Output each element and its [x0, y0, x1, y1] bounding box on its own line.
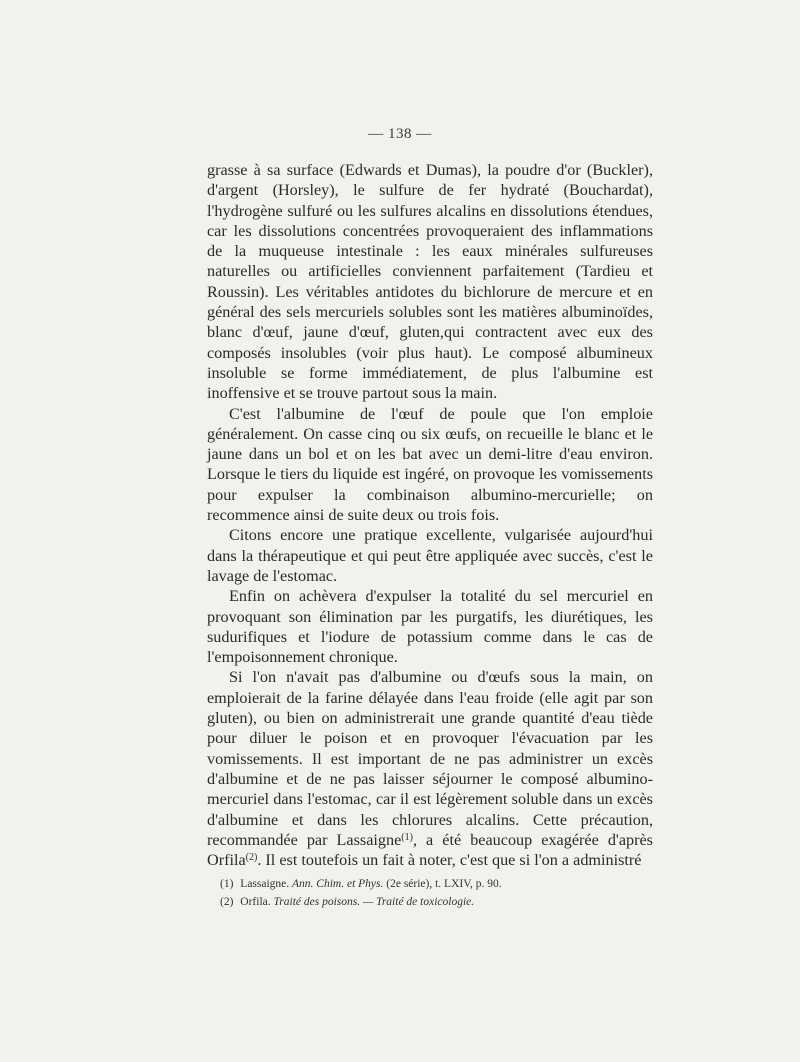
- body-text: [207, 160, 653, 870]
- footnote-1-title: Ann. Chim. et Phys.: [292, 878, 384, 890]
- footnote-2-title: Traité des poisons. — Traité de toxicologie.: [273, 896, 475, 908]
- paragraph-albumine: C'est l'albumine de l'œuf de poule que l'on emploie généralement. On casse cinq ou six œufs, on recueille le blanc et le jaune dans un bol et on les bat avec un demi-litre d'eau environ. Lorsque le tiers du liquide est ingéré, on provoque les vomissements pour expulser la combinaison albumino-mercurielle; on recommence ainsi de suite deux ou trois fois.: [207, 404, 653, 525]
- footnote-2-author: Orfila.: [240, 896, 271, 908]
- paragraph-lavage: Citons encore une pratique excellente, vulgarisée aujourd'hui dans la thérapeutique et qui peut être appliquée avec succès, c'est le lavage de l'estomac.: [207, 526, 653, 585]
- paragraph-farine-part-b: , a été beaucoup exagérée d'après Orfila: [207, 830, 653, 870]
- footnote-1-rest: (2e série), t. LXIV, p. 90.: [386, 878, 502, 890]
- footnote-ref-2: (2): [245, 852, 258, 864]
- paragraph-elimination: Enfin on achèvera d'expulser la totalité du sel mercuriel en provoquant son élimination par les purgatifs, les diurétiques, les sudurifiques et l'iodure de potassium comme dans le cas de l'empoisonnement chronique.: [207, 587, 653, 667]
- paragraph-farine: [207, 667, 653, 870]
- page-number: — 138 —: [368, 126, 432, 142]
- footnotes: [220, 875, 660, 911]
- footnote-1: [220, 875, 660, 893]
- footnote-1-mark: (1): [220, 878, 234, 890]
- footnote-2: [220, 893, 660, 911]
- paragraph-continued: grasse à sa surface (Edwards et Dumas), la poudre d'or (Buckler), d'argent (Horsley), le sulfure de fer hydraté (Bouchardat), l'hydrogène sulfuré ou les sulfures alcalins en dissolutions étendues, car les dissolutions concentrées provoqueraient des inflammations de la muqueuse intestinale : les eaux minérales sulfureuses naturelles ou artificielles conviennent parfaitement (Tardieu et Roussin). Les véritables antidotes du bichlorure de mercure et en général des sels mercuriels solubles sont les matières albuminoïdes, blanc d'œuf, jaune d'œuf, gluten,qui contractent avec eux des composés insolubles (voir plus haut). Le composé albumineux insoluble se forme immédiatement, de plus l'albumine est inoffensive et se trouve partout sous la main.: [207, 161, 653, 403]
- paragraph-farine-part-a: Si l'on n'avait pas d'albumine ou d'œufs sous la main, on emploierait de la farine délayée dans l'eau froide (elle agit par son gluten), ou bien on administrerait une grande quantité d'eau tiède pour diluer le poison et en provoquer l'évacuation par les vomissements. Il est important de ne pas administrer un excès d'albumine et de ne pas laisser séjourner le composé albumino-mercuriel dans l'estomac, car il est légèrement soluble dans un excès d'albumine et dans les chlorures alcalins. Cette précaution, recommandée par Lassaigne: [207, 668, 653, 849]
- paragraph-farine-part-c: . Il est toutefois un fait à noter, c'est que si l'on a administré: [257, 851, 642, 870]
- footnote-2-mark: (2): [220, 896, 234, 908]
- footnote-1-author: Lassaigne.: [240, 878, 290, 890]
- footnote-ref-1: (1): [401, 831, 413, 843]
